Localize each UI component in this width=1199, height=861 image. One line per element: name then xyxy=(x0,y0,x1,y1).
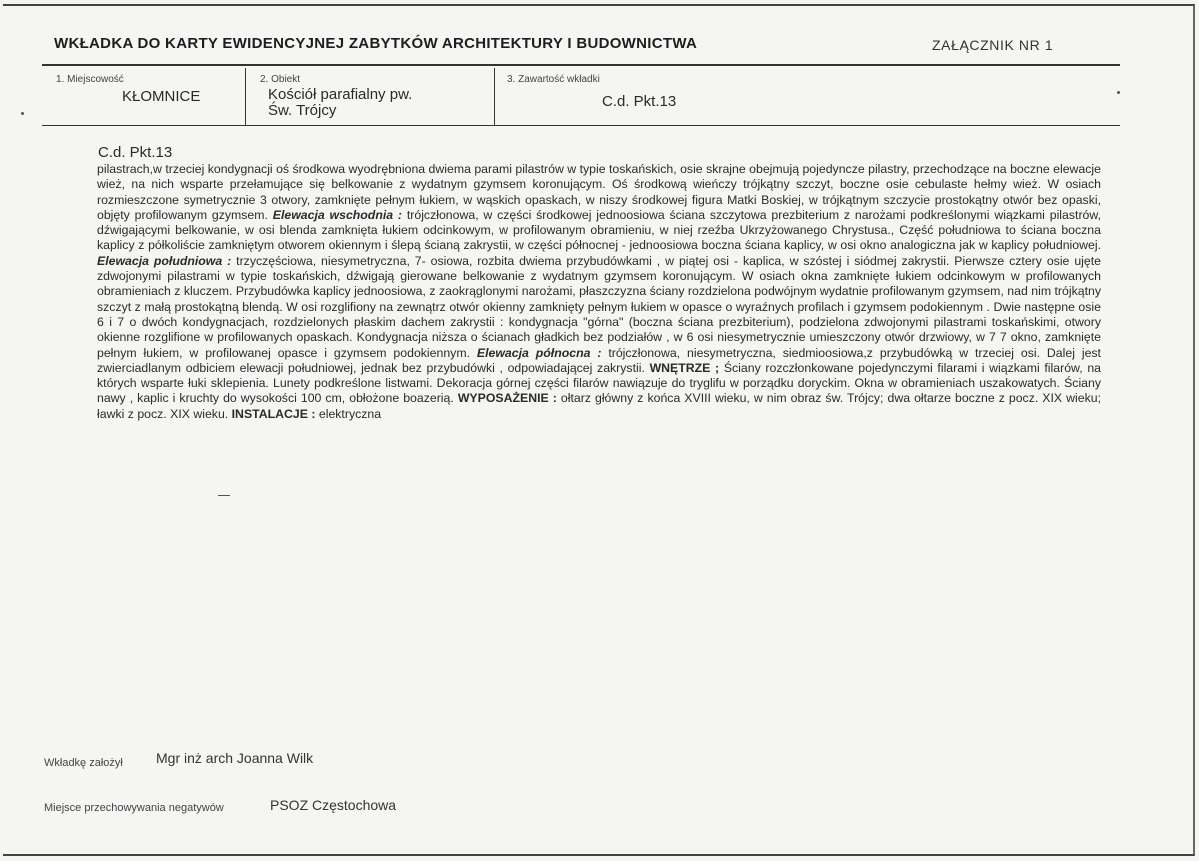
heading-north-elevation: Elewacja północna : xyxy=(476,345,602,360)
contents-value: C.d. Pkt.13 xyxy=(602,93,677,110)
continuation-heading: C.d. Pkt.13 xyxy=(98,144,173,161)
header-rule xyxy=(42,64,1120,66)
paragraph-interior: Ściany rozczłonkowane pojedynczymi filarami i wiązkami filarów, na których wsparte łuki sklepienia. Lunety podkreślone listwami. Dekoracja górnej części filarów nawiązuje do tryglifu w porządku doryckim. Okna w obramieniach uszakowatych. Ściany nawy , kaplic i kruchty do wysokości 100 cm, obłożone boazerią. xyxy=(97,360,1102,406)
heading-installations: INSTALACJE : xyxy=(231,406,316,421)
field-contents xyxy=(495,68,1120,126)
field-object xyxy=(246,68,495,126)
stray-mark xyxy=(218,495,230,496)
paragraph-furnishing: ołtarz główny z końca XVIII wieku, w nim obraz św. Trójcy; dwa ołtarze boczne z pocz. XIX wieku; ławki z pocz. XIX wieku. xyxy=(97,391,1101,421)
locality-label: 1. Miejscowość xyxy=(56,74,124,85)
paragraph-south-elevation: trzyczęściowa, niesymetryczna, 7- osiowa, rozbita dwiema przybudówkami , w piątej osi - kaplica, w szóstej i siódmej zakrystii. Pierwsze cztery osie ujęte zdwojonymi pilastrami w typie toskańskich, dźwigają gierowane belkowanie z wydatnym gzymsem koronującym. W osiach okna zamknięte łukiem odcinkowym w profilowanych obramieniach z kluczem. Przybudówka kaplicy jednoosiowa, z zaokrąglonymi narożami, płaszczyzna ściany rozdzielona podwójnym wydatnie profilowanym gzymsem, nad nim trójkątny szczyt z małą prostokątną blendą. W osi rozglifiony na zewnątrz otwór okienny zamknięty pełnym łukiem w opasce o wyraźnych profilach i gzymsem podokiennym . Dwie następne osie 6 i 7 o dwóch kondygnacjach, rozdzielonych płaskim dachem zakrystii : kondygnacja "górna" (boczna ściana prezbiterium), podzielona zdwojonymi pilastrami toskańskimi, otwory okienne rozglifione w profilowanych opaskach. Kondygnacja niższa o ścianach gładkich bez podziałów , w 6 osi niesymetrycznie umieszczony otwór drzwiowy, w 7 7 okno, zamknięte pełnym łukiem, w profilowanej opasce i gzymsem podokiennym. xyxy=(97,253,1101,360)
document-title: WKŁADKA DO KARTY EWIDENCYJNEJ ZABYTKÓW ARCHITEKTURY I BUDOWNICTWA xyxy=(54,35,698,52)
object-value xyxy=(268,87,412,119)
paragraph-east-elevation: trójczłonowa, w części środkowej jednoosiowa ściana szczytowa prezbiterium z narożami podkreślonymi wiązkami pilastrów, dźwigającymi belkowanie, w osi blenda zamknięta łukiem odcinkowym, w profilowanym obramieniu, w niej rzeźba Ukrzyżowanego Chrystusa., Część południowa to ściana boczna kaplicy z półkoliście zamkniętym otworem okiennym i ślepą ścianą zakrystii, w części północnej - jednoosiowa boczna ściana kaplicy, w osi okno analogiczna jak w kaplicy południowej. xyxy=(97,207,1101,253)
storage-location: PSOZ Częstochowa xyxy=(270,797,397,813)
description-text xyxy=(97,162,1101,422)
scan-speck xyxy=(21,112,24,115)
object-label: 2. Obiekt xyxy=(260,74,301,85)
paragraph-north-elevation: trójczłonowa, niesymetryczna, siedmioosiowa,z przybudówką w trzeciej osi. Dalej jest zwierciadlanym odbiciem elewacji południowej, jednak bez przybudówki , odpowiadającej zakrystii. xyxy=(97,345,1101,375)
locality-value: KŁOMNICE xyxy=(122,88,201,105)
heading-interior: WNĘTRZE ; xyxy=(649,360,720,375)
object-value-line2: Św. Trójcy xyxy=(268,102,337,119)
contents-label: 3. Zawartość wkładki xyxy=(507,74,600,85)
paragraph-facade: pilastrach,w trzeciej kondygnacji oś środkowa wyodrębniona dwiema parami pilastrów w typie toskańskich, osie skrajne obejmują pojedyncze pilastry, przechodzące na boczne elewacje wież, na nich wsparte przełamujące się belkowanie z wydatnym gzymsem koronującym. Oś środkową wieńczy trójkątny szczyt, boczne osie cebulaste hełmy wież. W osiach rozmieszczone symetrycznie 3 otwory, zamknięte pełnym łukiem, w wąskich opaskach, w niszy środkowej figura Matki Boskiej, w trójkątnym szczycie prostokątny otwór bez opaski, objęty profilowanym gzymsem. xyxy=(97,162,1101,222)
paragraph-installations: elektryczna xyxy=(318,406,382,421)
page-frame xyxy=(3,4,1195,856)
author-name: Mgr inż arch Joanna Wilk xyxy=(156,750,314,766)
fields-rule xyxy=(42,125,1120,126)
heading-south-elevation: Elewacja południowa : xyxy=(97,253,232,268)
field-locality xyxy=(42,68,246,126)
author-label: Wkładkę założył xyxy=(44,757,123,769)
storage-label: Miejsce przechowywania negatywów xyxy=(44,802,224,814)
heading-east-elevation: Elewacja wschodnia : xyxy=(272,207,403,222)
scan-speck xyxy=(1117,91,1120,94)
annex-number: ZAŁĄCZNIK NR 1 xyxy=(932,37,1054,53)
heading-furnishing: WYPOSAŻENIE : xyxy=(457,391,557,406)
object-value-line1: Kościół parafialny pw. xyxy=(268,86,413,103)
